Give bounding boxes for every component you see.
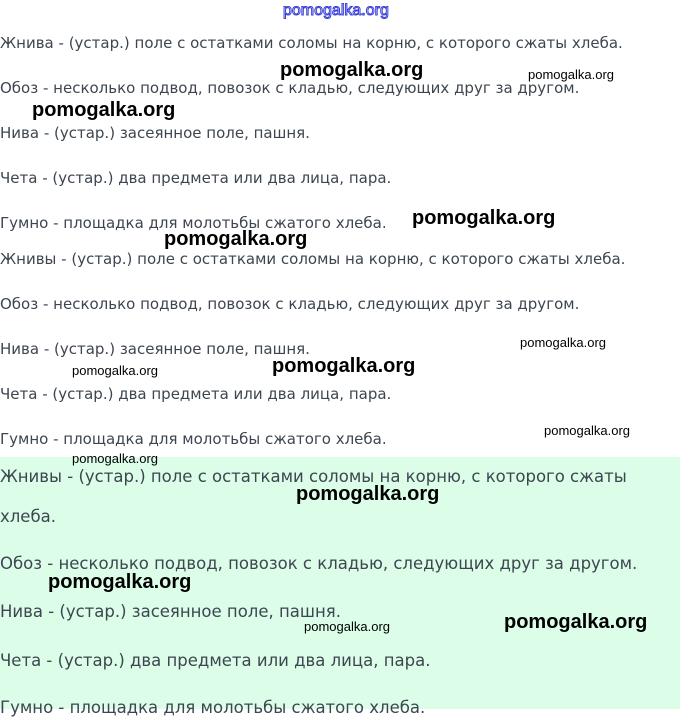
watermark: pomogalka.org xyxy=(412,207,556,229)
definition-line: хлеба. xyxy=(0,507,56,526)
definition-line: Чета - (устар.) два предмета или два лица, пара. xyxy=(0,385,392,403)
watermark: pomogalka.org xyxy=(164,228,308,250)
definition-line: Жнивы - (устар.) поле с остатками соломы на корню, с которого сжаты xyxy=(0,467,627,486)
definition-line: Обоз - несколько подвод, повозок с кладью, следующих друг за другом. xyxy=(0,295,580,313)
watermark: pomogalka.org xyxy=(48,571,192,593)
watermark: pomogalka.org xyxy=(280,59,424,81)
definition-line: Гумно - площадка для молотьбы сжатого хлеба. xyxy=(0,214,387,232)
watermark: pomogalka.org xyxy=(72,363,158,378)
definition-line: Чета - (устар.) два предмета или два лица, пара. xyxy=(0,169,392,187)
definition-line: Обоз - несколько подвод, повозок с кладью, следующих друг за другом. xyxy=(0,554,638,573)
definition-line: Гумно - площадка для молотьбы сжатого хлеба. xyxy=(0,698,426,717)
definition-line: Нива - (устар.) засеянное поле, пашня. xyxy=(0,340,310,358)
definition-line: Нива - (устар.) засеянное поле, пашня. xyxy=(0,602,341,621)
watermark: pomogalka.org xyxy=(304,619,390,634)
definition-line: Обоз - несколько подвод, повозок с кладью, следующих друг за другом. xyxy=(0,79,580,97)
watermark: pomogalka.org xyxy=(544,423,630,438)
definition-line: Жнивы - (устар.) поле с остатками соломы на корню, с которого сжаты хлеба. xyxy=(0,250,626,268)
watermark: pomogalka.org xyxy=(272,355,416,377)
watermark: pomogalka.org xyxy=(504,611,648,633)
watermark: pomogalka.org xyxy=(296,483,440,505)
watermark: pomogalka.org xyxy=(32,99,176,121)
definition-line: Жнива - (устар.) поле с остатками соломы на корню, с которого сжаты хлеба. xyxy=(0,34,623,52)
definition-line: Чета - (устар.) два предмета или два лица, пара. xyxy=(0,651,431,670)
watermark: pomogalka.org xyxy=(520,335,606,350)
header-watermark: pomogalka.org xyxy=(283,2,389,19)
definition-line: Гумно - площадка для молотьбы сжатого хлеба. xyxy=(0,430,387,448)
definition-line: Нива - (устар.) засеянное поле, пашня. xyxy=(0,124,310,142)
watermark: pomogalka.org xyxy=(528,67,614,82)
watermark: pomogalka.org xyxy=(72,451,158,466)
